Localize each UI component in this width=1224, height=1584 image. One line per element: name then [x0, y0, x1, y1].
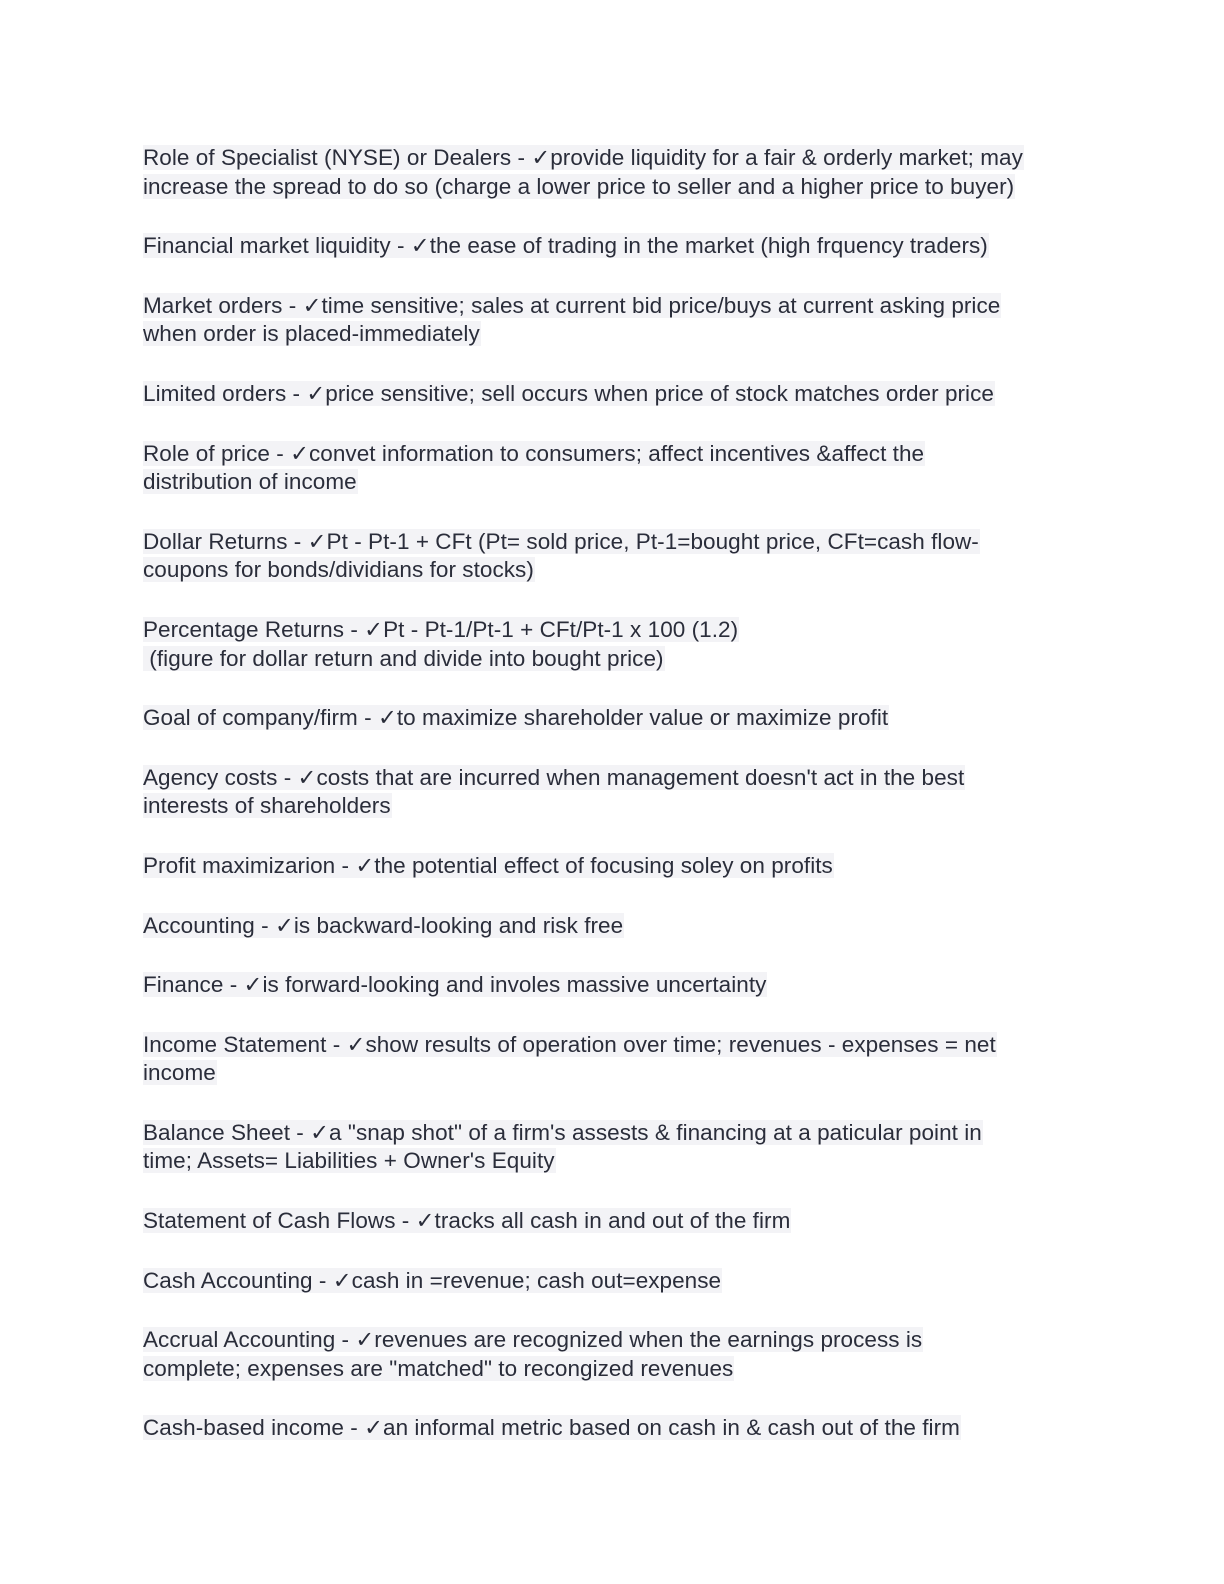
flashcard-entry: [143, 616, 1083, 673]
entry-line-text: interests of shareholders: [143, 793, 391, 819]
entry-line-text: Profit maximizarion - ✓the potential effect of focusing soley on profits: [143, 852, 833, 878]
entry-line-text: Financial market liquidity - ✓the ease of trading in the market (high frquency traders): [143, 233, 988, 259]
entry-line: [143, 1326, 1083, 1355]
flashcard-entry: [143, 971, 1083, 1000]
flashcard-entry: [143, 1326, 1083, 1383]
flashcard-entry: [143, 380, 1083, 409]
entry-line-text: Finance - ✓is forward-looking and involes massive uncertainty: [143, 972, 767, 998]
flashcard-entry: [143, 912, 1083, 941]
entry-line: [143, 1207, 1083, 1236]
entry-line-text: Limited orders - ✓price sensitive; sell occurs when price of stock matches order price: [143, 380, 994, 406]
entry-line-text: Accounting - ✓is backward-looking and risk free: [143, 912, 624, 938]
entry-line: [143, 440, 1083, 469]
entry-line-text: Income Statement - ✓show results of operation over time; revenues - expenses = net: [143, 1031, 996, 1057]
entry-line: [143, 144, 1083, 173]
entry-line: [143, 292, 1083, 321]
flashcard-entry: [143, 440, 1083, 497]
entry-line: [143, 1059, 1083, 1088]
flashcard-entry: [143, 704, 1083, 733]
entry-line-text: distribution of income: [143, 469, 357, 495]
entry-line: [143, 556, 1083, 585]
flashcard-entry: [143, 528, 1083, 585]
flashcard-entry: [143, 1119, 1083, 1176]
entry-line: [143, 1031, 1083, 1060]
entry-line-text: Agency costs - ✓costs that are incurred when management doesn't act in the best: [143, 764, 965, 790]
flashcard-entry: [143, 764, 1083, 821]
entry-line: [143, 1355, 1083, 1384]
entry-line-text: Statement of Cash Flows - ✓tracks all cash in and out of the firm: [143, 1208, 791, 1234]
entry-line-text: increase the spread to do so (charge a lower price to seller and a higher price to buyer): [143, 173, 1015, 199]
entry-line: [143, 468, 1083, 497]
entry-line: [143, 1119, 1083, 1148]
entry-line: [143, 852, 1083, 881]
entry-line: [143, 616, 1083, 645]
entry-line-text: time; Assets= Liabilities + Owner's Equity: [143, 1148, 555, 1174]
flashcard-entry: [143, 292, 1083, 349]
entry-line-text: Goal of company/firm - ✓to maximize shareholder value or maximize profit: [143, 705, 889, 731]
entry-line: [143, 1414, 1083, 1443]
entry-line: [143, 764, 1083, 793]
entry-line: [143, 380, 1083, 409]
entry-line-text: complete; expenses are "matched" to recongized revenues: [143, 1355, 734, 1381]
entry-line: [143, 232, 1083, 261]
flashcard-entry: [143, 1267, 1083, 1296]
entry-line: [143, 971, 1083, 1000]
entry-line-text: coupons for bonds/dividians for stocks): [143, 557, 534, 583]
flashcard-entry: [143, 1207, 1083, 1236]
flashcard-list: [143, 144, 1083, 1474]
entry-line-text: Balance Sheet - ✓a "snap shot" of a firm's assests & financing at a paticular point in: [143, 1119, 982, 1145]
flashcard-entry: [143, 1031, 1083, 1088]
flashcard-entry: [143, 144, 1083, 201]
entry-line-text: (figure for dollar return and divide into bought price): [143, 645, 664, 671]
entry-line: [143, 704, 1083, 733]
entry-line: [143, 645, 1083, 674]
entry-line-text: Role of Specialist (NYSE) or Dealers - ✓provide liquidity for a fair & orderly market; may: [143, 145, 1023, 170]
entry-line-text: Accrual Accounting - ✓revenues are recognized when the earnings process is: [143, 1327, 923, 1353]
entry-line: [143, 1267, 1083, 1296]
entry-line: [143, 792, 1083, 821]
entry-line: [143, 528, 1083, 557]
entry-line: [143, 320, 1083, 349]
entry-line-text: Cash-based income - ✓an informal metric based on cash in & cash out of the firm: [143, 1415, 960, 1441]
entry-line-text: Dollar Returns - ✓Pt - Pt-1 + CFt (Pt= sold price, Pt-1=bought price, CFt=cash flow-: [143, 528, 979, 554]
flashcard-entry: [143, 232, 1083, 261]
entry-line-text: Percentage Returns - ✓Pt - Pt-1/Pt-1 + CFt/Pt-1 x 100 (1.2): [143, 616, 739, 642]
flashcard-entry: [143, 1414, 1083, 1443]
entry-line: [143, 912, 1083, 941]
entry-line-text: Cash Accounting - ✓cash in =revenue; cash out=expense: [143, 1267, 722, 1293]
entry-line-text: when order is placed-immediately: [143, 321, 480, 347]
flashcard-entry: [143, 852, 1083, 881]
entry-line-text: income: [143, 1060, 216, 1086]
entry-line: [143, 173, 1083, 202]
entry-line-text: Role of price - ✓convet information to consumers; affect incentives &affect the: [143, 440, 925, 466]
entry-line: [143, 1147, 1083, 1176]
entry-line-text: Market orders - ✓time sensitive; sales at current bid price/buys at current asking price: [143, 292, 1001, 318]
